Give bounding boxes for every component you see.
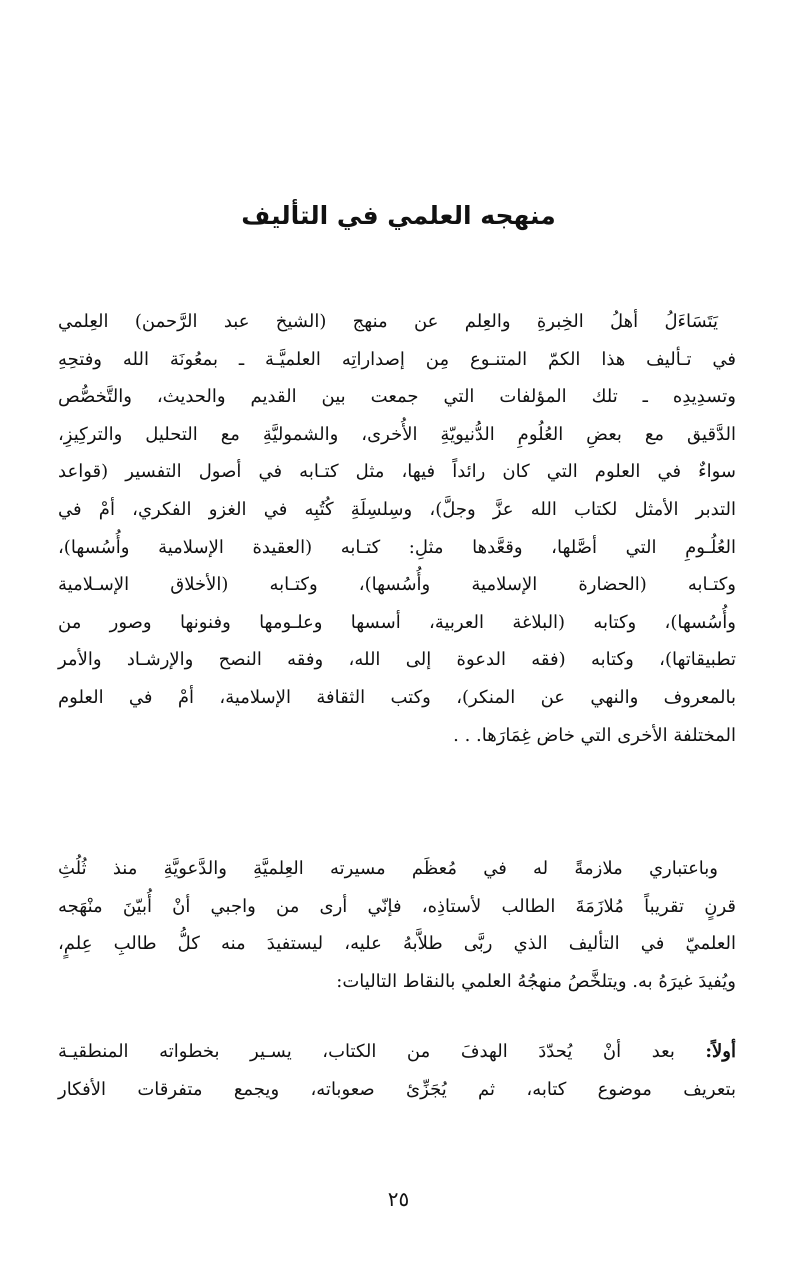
text-line: وكتـابه (الحضارة الإسلامية وأُسُسها)، وكتـابه (الأخلاق الإسـلامية <box>58 574 736 596</box>
text-line <box>58 1033 736 1071</box>
chapter-heading: منهجه العلمي في التأليف <box>241 201 556 230</box>
text-line: وباعتباري ملازمةً له في مُعظَم مسيرته العِلميَّةِ والدَّعويَّةِ منذ ثُلُثِ <box>58 858 718 879</box>
text-line: وأُسُسها)، وكتابه (البلاغة العربية، أسسها وعلـومها وفنونها وصور من <box>58 611 736 633</box>
text-line: العلميّ في التأليف الذي ربَّى طلاَّبهُ عليه، ليستفيدَ منه كلُّ طالبِ عِلمٍ، <box>58 933 736 955</box>
text-line: بتعريف موضوع كتابه، ثم يُجَزِّئ صعوباته، ويجمع متفرقات الأفكار <box>58 1078 736 1100</box>
text-line: المختلفة الأخرى التي خاض غِمَارَها. . . <box>453 724 736 746</box>
paragraph-1 <box>58 303 736 754</box>
text-line: العُلُـومِ التي أصَّلها، وقعَّدها مثلِ: كتـابه (العقيدة الإسلامية وأُسُسها)، <box>58 536 736 558</box>
text-line: بالمعروف والنهي عن المنكر)، وكتب الثقافة الإسلامية، أمْ في العلوم <box>58 686 736 708</box>
text-line: وتسدِيدِه ـ تلك المؤلفات التي جمعت بين القديم والحديث، والتَّخصُّص <box>58 386 736 408</box>
text-line: سواءٌ في العلوم التي كان رائداً فيها، مثل كتـابه في أصول التفسير (قواعد <box>58 461 736 483</box>
paragraph-3 <box>58 1033 736 1108</box>
text-line: في تـأليف هذا الكمّ المتنـوع مِن إصداراتِه العلميَّـة ـ بمعُونَة الله وفتحِهِ <box>58 348 736 370</box>
page-number: ٢٥ <box>387 1187 410 1211</box>
text-line: يَتَسَاءَلُ أهلُ الخِبرةِ والعِلم عن منهج (الشيخ عبد الرَّحمن) العِلمي <box>58 311 718 332</box>
text-line: قرنٍ تقريباً مُلازَمَةَ الطالب لأستاذِه، فإنّي أرى من واجبي أنْ أُبيّنَ منْهَجه <box>58 895 736 917</box>
text-line: الدَّقيق مع بعضِ العُلُومِ الدُّنيويّةِ الأُخرى، والشموليَّةِ مع التحليل والتركِيزِ، <box>58 423 736 445</box>
point-label: أولاً: <box>705 1041 736 1062</box>
text-line: التدبر الأمثل لكتاب الله عزَّ وجلَّ)، وسِلسِلَةِ كُتُبِه في الغزو الفكري، أمْ في <box>58 498 736 520</box>
text-line: تطبيقاتها)، وكتابه (فقه الدعوة إلى الله، وفقه النصح والإرشـاد والأمر <box>58 649 736 671</box>
point-text: بعد أنْ يُحدّدَ الهدفَ من الكتاب، يسـير بخطواته المنطقيـة <box>58 1041 706 1062</box>
text-line: ويُفيدَ غيرَهُ به. ويتلخَّصُ منهجُهُ العلمي بالنقاط التاليات: <box>336 970 736 992</box>
paragraph-2 <box>58 850 736 1000</box>
